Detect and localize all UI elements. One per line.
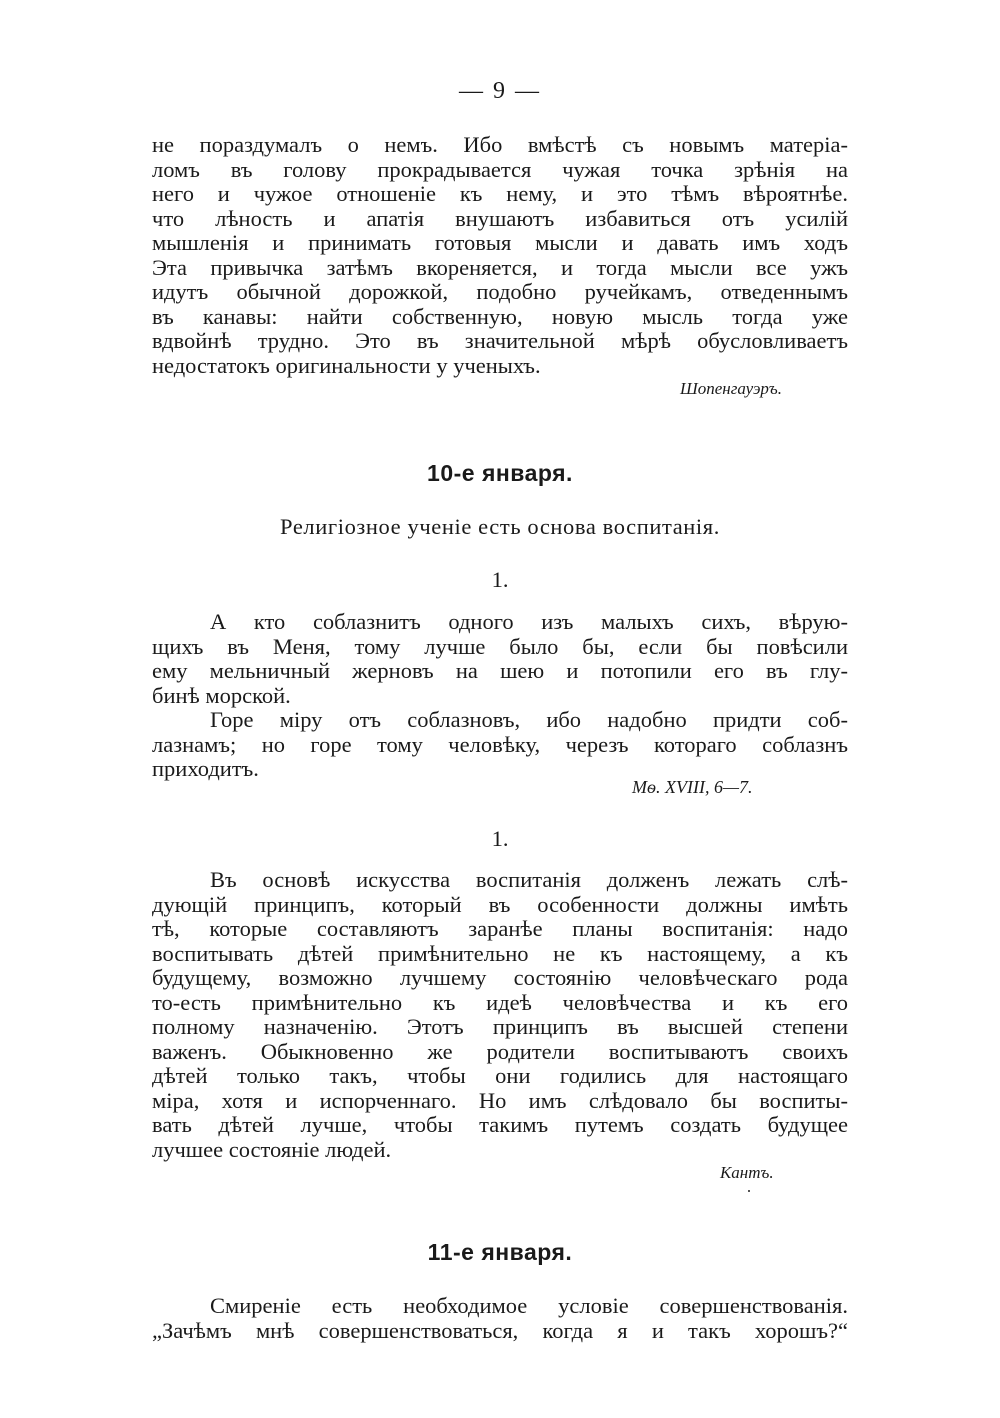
text-line: бинѣ морской. [152, 682, 291, 708]
text-line: щихъ въ Меня, тому лучше было бы, если бы повѣсили [152, 633, 848, 659]
text-line: ломъ въ голову прокрадывается чужая точка зрѣнія на [152, 156, 848, 182]
print-speck [748, 1190, 750, 1192]
date-heading-jan10: 10-е января. [427, 460, 573, 486]
text-line: Эта привычка затѣмъ вкореняется, и тогда мысли все ужъ [152, 254, 848, 280]
text-line: вдвойнѣ трудно. Это въ значительной мѣрѣ обусловливаетъ [152, 328, 848, 353]
text-line: міра, хотя и испорченнаго. Но имъ слѣдовало бы воспиты- [152, 1087, 848, 1113]
text-line: тѣ, которые составляютъ заранѣе планы воспитанія: надо [152, 916, 848, 941]
text-line: Смиреніе есть необходимое условіе совершенствованія. [210, 1293, 848, 1318]
text-line: дующій принципъ, который въ особенности должны имѣть [152, 891, 848, 917]
date-heading-jan11: 11-е января. [427, 1239, 573, 1265]
text-line: него и чужое отношеніе къ нему, и это тѣмъ вѣроятнѣе. [152, 181, 848, 206]
text-line: важенъ. Обыкновенно же родители воспитываютъ своихъ [152, 1038, 848, 1064]
daily-theme: Религіозное ученіе есть основа воспитанія. [280, 514, 720, 539]
text-line: Въ основѣ искусства воспитанія долженъ лежать слѣ- [210, 867, 848, 892]
text-line: лучшее состояніе людей. [152, 1136, 392, 1162]
section-numeral: 1. [491, 567, 509, 592]
text-line: Горе міру отъ соблазновъ, ибо надобно придти соб- [210, 707, 848, 732]
text-line: вать дѣтей лучше, чтобы такимъ путемъ создать будущее [152, 1112, 848, 1137]
text-line: „Зачѣмъ мнѣ совершенствоваться, когда я и такъ хорошъ?“ [152, 1317, 848, 1343]
text-line: идутъ обычной дорожкой, подобно ручейкамъ, отведеннымъ [152, 279, 848, 304]
text-line: то-есть примѣнительно къ идеѣ человѣчества и къ его [152, 989, 848, 1015]
text-line: что лѣность и апатія внушаютъ избавиться отъ усилій [152, 205, 848, 231]
text-line: А кто соблазнитъ одного изъ малыхъ сихъ, вѣрую- [210, 609, 848, 634]
text-line: въ канавы: найти собственную, новую мысль тогда уже [152, 303, 848, 329]
gospel-paragraph-1 [152, 610, 848, 708]
text-line: полному назначенію. Этотъ принципъ въ высшей степени [152, 1014, 848, 1039]
kant-paragraph [152, 868, 848, 1162]
text-line: недостатокъ оригинальности у ученыхъ. [152, 352, 541, 378]
text-line: приходитъ. [152, 756, 259, 781]
gospel-paragraph-2 [152, 708, 848, 782]
text-line: лазнамъ; но горе тому человѣку, черезъ котораго соблазнъ [152, 731, 848, 757]
schopenhauer-paragraph [152, 133, 848, 378]
text-line: воспитывать дѣтей примѣнительно не къ настоящему, а къ [152, 940, 848, 966]
jan11-paragraph [152, 1294, 848, 1343]
text-line: мышленія и принимать готовыя мысли и давать имъ ходъ [152, 230, 848, 255]
page-number: — 9 — [459, 78, 541, 104]
section-numeral: 1. [491, 826, 509, 851]
scripture-citation: Мѳ. XVIII, 6—7. [632, 777, 753, 797]
author-attribution: Кантъ. [720, 1163, 774, 1182]
text-line: ему мельничный жерновъ на шею и потопили его въ глу- [152, 658, 848, 683]
text-line: не пораздумалъ о немъ. Ибо вмѣстѣ съ новымъ матеріа- [152, 132, 848, 157]
text-line: дѣтей только такъ, чтобы они годились для настоящаго [152, 1063, 848, 1088]
text-line: будущему, возможно лучшему состоянію человѣческаго рода [152, 965, 848, 990]
author-attribution: Шопенгауэръ. [680, 379, 783, 398]
